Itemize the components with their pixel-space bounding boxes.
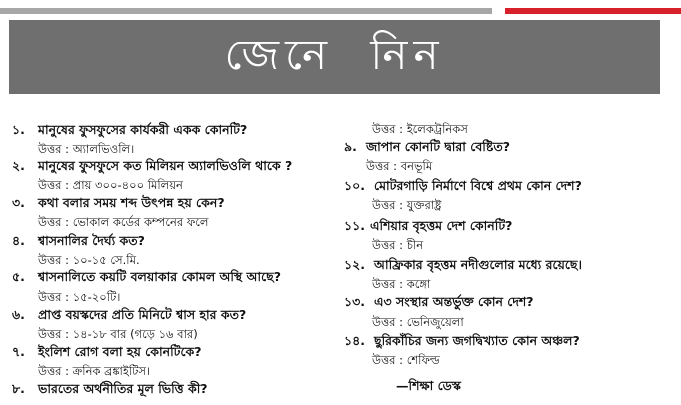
answer-9: উত্তর : বনভূমি	[366, 159, 433, 173]
question-number: ২.	[12, 158, 25, 173]
answer-13: উত্তর : ভেনিজুয়েলা	[372, 315, 464, 329]
question-text: এ৩ সংস্থার অন্তর্ভুক্ত কোন দেশ?	[374, 294, 534, 309]
page-title: জেনে নিন	[224, 29, 445, 79]
question-10	[344, 178, 582, 198]
question-text: শ্বাসনালিতে কয়টি বলয়াকার কোমল অস্থি আছে?	[38, 269, 281, 284]
desk-credit: —শিক্ষা ডেস্ক	[396, 378, 461, 393]
question-text: কথা বলার সময় শব্দ উৎপন্ন হয় কেন?	[38, 195, 225, 210]
answer-8: উত্তর : ইলেকট্রনিকস	[372, 122, 468, 136]
question-text: আফ্রিকার বৃহত্তম নদীগুলোর মধ্যে রয়েছে।	[374, 257, 582, 272]
top-gray-rule	[0, 8, 492, 14]
answer-12: উত্তর : কঙ্গো	[372, 277, 431, 291]
question-13	[344, 294, 534, 314]
answer-6: উত্তর : ১৪-১৮ বার (গড়ে ১৬ বার)	[38, 327, 198, 341]
answer-7: উত্তর : ক্রনিক ব্রঙ্কাইটিস।	[38, 364, 151, 378]
question-5	[12, 269, 281, 289]
top-red-rule	[505, 8, 681, 14]
answer-3: উত্তর : ভোকাল কর্ডের কম্পনের ফলে	[38, 215, 209, 229]
question-text: শ্বাসনালির দৈর্ঘ্য কত?	[38, 233, 145, 248]
question-number: ১.	[12, 122, 25, 137]
question-text: মানুষের ফুসফুসের কার্যকরী একক কোনটি?	[38, 122, 248, 137]
question-text: জাপান কোনটি দ্বারা বেষ্টিত?	[366, 139, 511, 154]
answer-11: উত্তর : চীন	[372, 238, 424, 252]
question-number: ৩.	[12, 195, 25, 210]
answer-2: উত্তর : প্রায় ৩০০-৪০০ মিলিয়ন	[38, 178, 183, 192]
question-12	[344, 257, 582, 277]
question-11	[344, 218, 512, 238]
question-number: ১১.	[344, 218, 365, 233]
question-3	[12, 195, 225, 215]
question-number: ১০.	[344, 178, 365, 193]
question-number: ৬.	[12, 307, 25, 322]
answer-14: উত্তর : শেফিল্ড	[372, 353, 440, 367]
question-text: ইংলিশ রোগ বলা হয় কোনটিকে?	[38, 344, 202, 359]
question-number: ১৪.	[344, 333, 365, 348]
question-text: ভারতের অর্থনীতির মূল ভিত্তি কী?	[38, 381, 208, 396]
answer-10: উত্তর : যুক্তরাষ্ট্র	[372, 198, 442, 212]
question-6	[12, 307, 246, 327]
question-4	[12, 233, 145, 253]
question-9	[344, 139, 510, 159]
question-text: প্রাপ্ত বয়স্কদের প্রতি মিনিটে শ্বাস হার কত?	[38, 307, 247, 322]
question-text: এশিয়ার বৃহত্তম দেশ কোনটি?	[370, 218, 513, 233]
question-7	[12, 344, 201, 364]
title-banner	[9, 20, 660, 94]
question-number: ৯.	[344, 139, 357, 154]
answer-5: উত্তর : ১৫-২০টি।	[38, 290, 121, 304]
question-number: ১২.	[344, 257, 365, 272]
question-2	[12, 158, 292, 178]
question-number: ৭.	[12, 344, 25, 359]
question-number: ৮.	[12, 381, 25, 396]
question-number: ১৩.	[344, 294, 365, 309]
question-8	[12, 381, 208, 401]
question-text: মানুষের ফুসফুসে কত মিলিয়ন অ্যালভিওলি থাকে ?	[38, 158, 293, 173]
question-text: মোটরগাড়ি নির্মাণে বিশ্বে প্রথম কোন দেশ?	[374, 178, 582, 193]
question-number: ৫.	[12, 269, 25, 284]
question-14	[344, 333, 580, 353]
answer-4: উত্তর : ১০-১৫ সে.মি.	[38, 253, 140, 267]
question-number: ৪.	[12, 233, 25, 248]
answer-1: উত্তর : অ্যালভিওলি।	[38, 142, 135, 156]
question-1	[12, 122, 247, 142]
question-text: ছুরিকাঁচির জন্য জগদ্বিখ্যাত কোন অঞ্চল?	[374, 333, 580, 348]
